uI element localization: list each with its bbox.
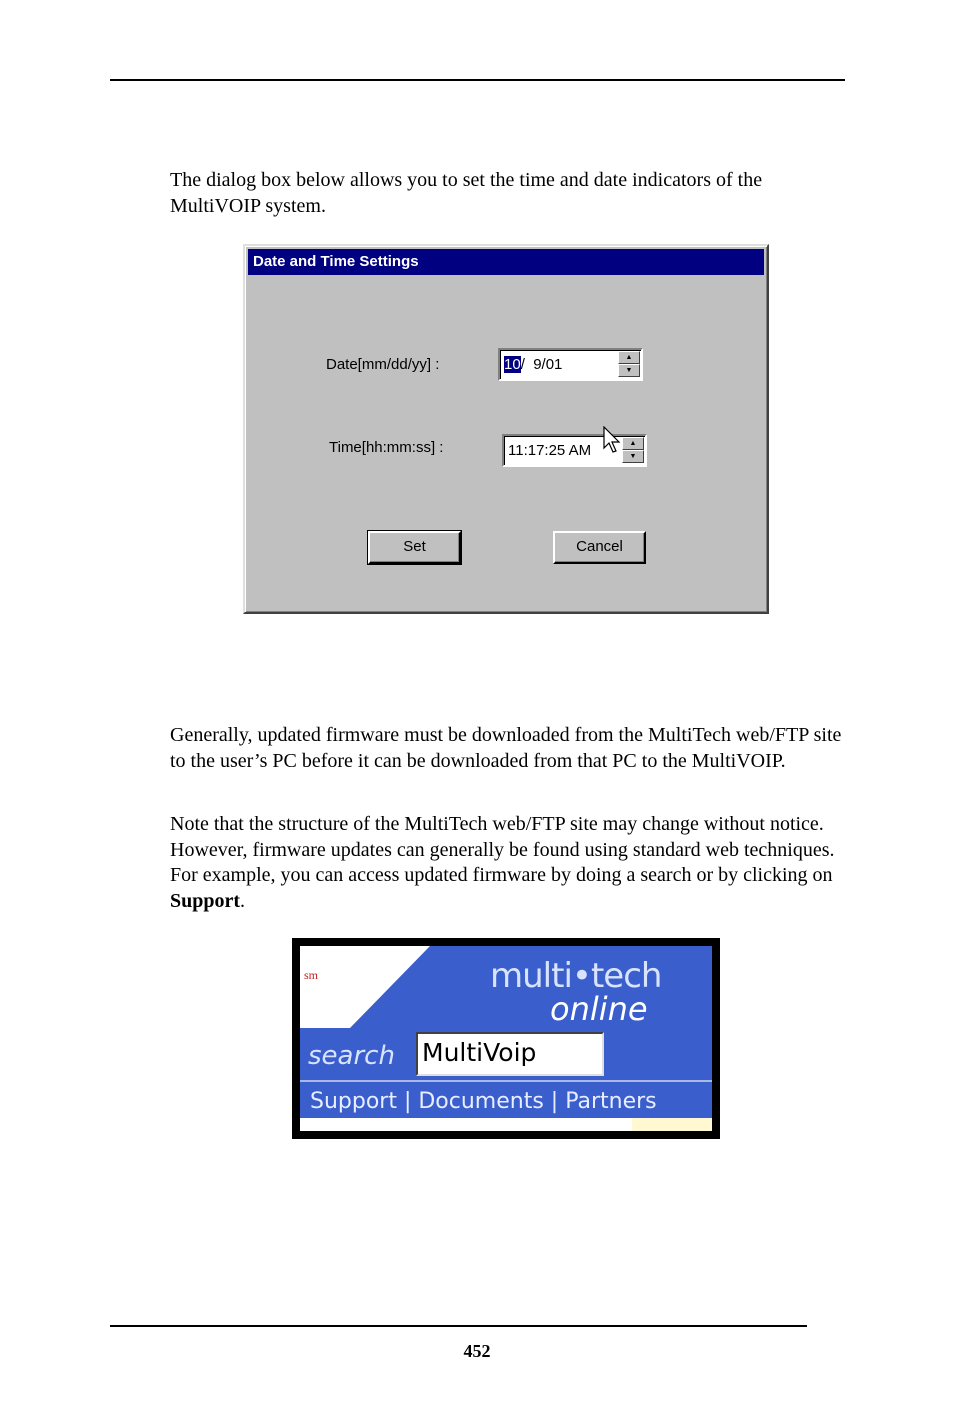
banner-white-shape xyxy=(300,946,440,1036)
dialog-title: Date and Time Settings xyxy=(248,249,764,275)
firmware-paragraph: Generally, updated firmware must be downloaded from the MultiTech web/FTP site to the user’s PC before it can be downloaded from that PC to the MultiVOIP. xyxy=(170,724,842,772)
date-spinner[interactable] xyxy=(618,351,640,378)
support-bold: Support xyxy=(170,889,241,912)
logo-multitech: multi•tech xyxy=(490,956,662,996)
date-month-selected: 10 xyxy=(504,356,521,373)
mouse-pointer-icon xyxy=(603,426,621,454)
set-button[interactable]: Set xyxy=(368,531,461,564)
note-paragraph: Note that the structure of the MultiTech web/FTP site may change without notice. However, firmware updates can generally be found using standard web techniques. For example, you can access updated firmware by doing a search or by clicking on Support. xyxy=(170,813,835,912)
top-rule xyxy=(110,79,845,81)
time-field[interactable] xyxy=(502,434,647,467)
sm-mark: sm xyxy=(304,968,319,982)
spin-up-icon[interactable]: ▲ xyxy=(622,437,644,450)
page-number: 452 xyxy=(463,1341,491,1361)
date-time-dialog xyxy=(243,244,769,614)
banner-divider xyxy=(300,1080,712,1082)
search-label: search xyxy=(308,1041,395,1071)
multitech-banner xyxy=(292,938,720,1139)
logo-online: online xyxy=(550,990,648,1028)
bottom-rule xyxy=(110,1325,807,1327)
search-input[interactable]: MultiVoip xyxy=(416,1032,604,1076)
date-field[interactable] xyxy=(498,348,643,381)
intro-paragraph: The dialog box below allows you to set the time and date indicators of the MultiVOIP system. xyxy=(170,169,763,217)
time-spinner[interactable] xyxy=(622,437,644,464)
date-rest: / 9/01 xyxy=(520,356,563,373)
spin-down-icon[interactable]: ▼ xyxy=(618,364,640,377)
banner-nav-links[interactable]: Support | Documents | Partners xyxy=(310,1089,657,1114)
date-label: Date[mm/dd/yy] : xyxy=(326,356,440,373)
spin-up-icon[interactable]: ▲ xyxy=(618,351,640,364)
banner-bottom-strip xyxy=(300,1118,712,1131)
time-label: Time[hh:mm:ss] : xyxy=(329,439,444,456)
time-value: 11:17:25 AM xyxy=(508,442,592,459)
cancel-button[interactable]: Cancel xyxy=(553,531,646,564)
spin-down-icon[interactable]: ▼ xyxy=(622,450,644,463)
